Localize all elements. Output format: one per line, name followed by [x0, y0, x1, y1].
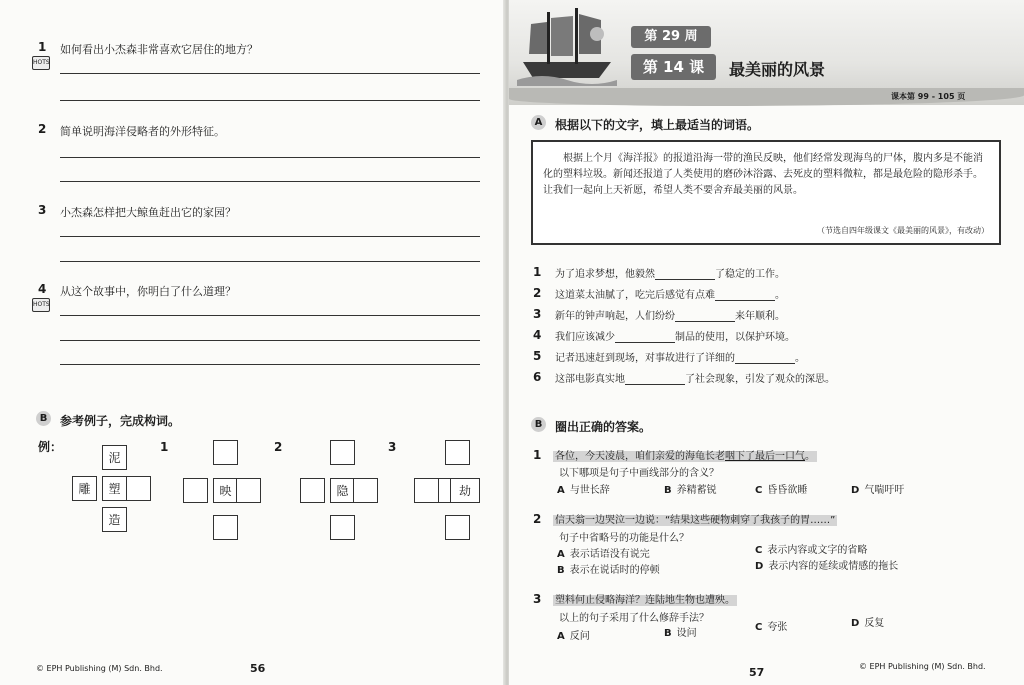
mc-option[interactable]: B 设问: [664, 628, 697, 639]
item-number: 3: [533, 307, 542, 321]
mc-option[interactable]: C 昏昏欲睡: [755, 485, 808, 496]
puzzle-cell-right: [126, 476, 151, 501]
example-label: 例：: [38, 440, 63, 454]
section-a-title: 根据以下的文字，填上最适当的词语。: [555, 118, 760, 132]
puzzle-cell-bottom[interactable]: [330, 515, 355, 540]
puzzle-cell-center: 塑: [102, 476, 127, 501]
mc-option[interactable]: C 表示内容或文字的省略: [755, 545, 868, 556]
puzzle-cell-right[interactable]: [353, 478, 378, 503]
puzzle-cell-bottom[interactable]: [213, 515, 238, 540]
pirate-ship-icon: [517, 4, 617, 86]
answer-line[interactable]: [60, 364, 480, 365]
fill-blank[interactable]: [735, 352, 795, 364]
puzzle-cell-bottom[interactable]: [445, 515, 470, 540]
item-number: 6: [533, 370, 542, 384]
copyright-footer: © EPH Publishing (M) Sdn. Bhd.: [859, 662, 986, 671]
question-number: 4: [38, 282, 47, 296]
answer-line[interactable]: [60, 340, 480, 341]
mc-option[interactable]: A 与世长辞: [557, 485, 610, 496]
mc-question: 以下哪项是句子中画线部分的含义？: [559, 468, 719, 479]
mc-option[interactable]: B 表示在说话时的停顿: [557, 565, 660, 576]
fill-blank[interactable]: [715, 289, 775, 301]
page-number: 57: [749, 666, 765, 679]
fill-item: 新年的钟声响起，人们纷纷 来年顺利。: [555, 311, 785, 322]
fill-blank[interactable]: [625, 373, 685, 385]
item-number: 2: [533, 286, 542, 300]
puzzle-cell-left: 雕: [72, 476, 97, 501]
page-number: 56: [250, 662, 266, 675]
question-text: 小杰森怎样把大鲸鱼赶出它的家园？: [60, 206, 236, 219]
fill-item: 这道菜太油腻了，吃完后感觉有点难 。: [555, 290, 785, 301]
puzzle-cell-center[interactable]: 隐: [330, 478, 355, 503]
mc-stem: 各位，今天凌晨，咱们亲爱的海龟长老咽下了最后一口气。: [555, 451, 815, 462]
puzzle-cell-right[interactable]: [236, 478, 261, 503]
mc-number: 3: [533, 592, 542, 606]
passage-source: （节选自四年级课文《最美丽的风景》，有改动）: [817, 226, 989, 235]
question-number: 2: [38, 122, 47, 136]
puzzle-number: 2: [274, 440, 283, 454]
mc-option[interactable]: A 反问: [557, 631, 590, 642]
puzzle-cell-top[interactable]: [445, 440, 470, 465]
item-number: 5: [533, 349, 542, 363]
question-number: 3: [38, 203, 47, 217]
hots-icon: HOTS: [32, 298, 50, 312]
fill-item: 这部电影真实地 了社会现象，引发了观众的深思。: [555, 374, 835, 385]
fill-blank[interactable]: [675, 310, 735, 322]
question-text: 简单说明海洋侵略者的外形特征。: [60, 125, 225, 138]
puzzle-cell-left[interactable]: [183, 478, 208, 503]
question-text: 如何看出小杰森非常喜欢它居住的地方？: [60, 43, 258, 56]
mc-option[interactable]: B 养精蓄锐: [664, 485, 717, 496]
puzzle-cell-right: 劫: [450, 478, 480, 503]
mc-stem: 塑料何止侵略海洋？连陆地生物也遭殃。: [555, 595, 735, 606]
section-b-badge: B: [36, 411, 51, 426]
puzzle-cell-top[interactable]: [330, 440, 355, 465]
answer-line[interactable]: [60, 100, 480, 101]
hots-icon: HOTS: [32, 56, 50, 70]
passage-text: 根据上个月《海洋报》的报道沿海一带的渔民反映，他们经常发现海鸟的尸体，腹内多是不能消化的塑料垃圾。新闻还报道了人类使用的磨砂沐浴露、去死皮的塑料微粒，都是最危险的隐形杀手。让我们一起向上天祈愿，希望人类不要舍弃最美丽的风景。: [543, 153, 983, 196]
textbook-reference: 课本第 99 - 105 页: [891, 92, 966, 101]
section-a-badge: A: [531, 115, 546, 130]
section-b-title: 圈出正确的答案。: [555, 420, 652, 434]
question-number: 1: [38, 40, 47, 54]
puzzle-cell-center: 映: [213, 478, 238, 503]
mc-option[interactable]: D 反复: [851, 618, 885, 629]
answer-line[interactable]: [60, 73, 480, 74]
puzzle-number: 3: [388, 440, 397, 454]
item-number: 1: [533, 265, 542, 279]
puzzle-cell-left[interactable]: [414, 478, 439, 503]
mc-number: 1: [533, 448, 542, 462]
week-badge: 第 29 周: [631, 26, 711, 48]
fill-item: 为了追求梦想，他毅然 了稳定的工作。: [555, 269, 785, 280]
lesson-title: 最美丽的风景: [729, 60, 826, 79]
fill-item: 我们应该减少 制品的使用，以保护环境。: [555, 332, 795, 343]
passage-box: [531, 140, 1001, 245]
section-b-title: 参考例子，完成构词。: [60, 414, 181, 428]
question-text: 从这个故事中，你明白了什么道理？: [60, 285, 236, 298]
mc-option[interactable]: D 表示内容的延续或情感的拖长: [755, 561, 899, 572]
mc-option[interactable]: C 夸张: [755, 622, 788, 633]
mc-question: 以上的句子采用了什么修辞手法？: [559, 613, 709, 624]
mc-question: 句子中省略号的功能是什么？: [559, 533, 689, 544]
left-page: [0, 0, 505, 685]
right-page: [509, 0, 1024, 685]
mc-option[interactable]: D 气喘吁吁: [851, 485, 905, 496]
answer-line[interactable]: [60, 261, 480, 262]
mc-stem: 信天翁一边哭泣一边说：“结果这些硬物刺穿了我孩子的胃……”: [555, 515, 836, 526]
copyright-footer: © EPH Publishing (M) Sdn. Bhd.: [36, 664, 163, 673]
answer-line[interactable]: [60, 181, 480, 182]
item-number: 4: [533, 328, 542, 342]
fill-blank[interactable]: [655, 268, 715, 280]
mc-option[interactable]: A 表示话语没有说完: [557, 549, 650, 560]
puzzle-cell-left: [300, 478, 325, 503]
puzzle-cell-top[interactable]: [213, 440, 238, 465]
answer-line[interactable]: [60, 157, 480, 158]
answer-line[interactable]: [60, 236, 480, 237]
section-b-badge: B: [531, 417, 546, 432]
answer-line[interactable]: [60, 315, 480, 316]
puzzle-cell-top: 泥: [102, 445, 127, 470]
fill-blank[interactable]: [615, 331, 675, 343]
fill-item: 记者迅速赶到现场，对事故进行了详细的 。: [555, 353, 805, 364]
puzzle-number: 1: [160, 440, 169, 454]
puzzle-cell-bottom: 造: [102, 507, 127, 532]
lesson-badge: 第 14 课: [631, 54, 716, 80]
mc-number: 2: [533, 512, 542, 526]
